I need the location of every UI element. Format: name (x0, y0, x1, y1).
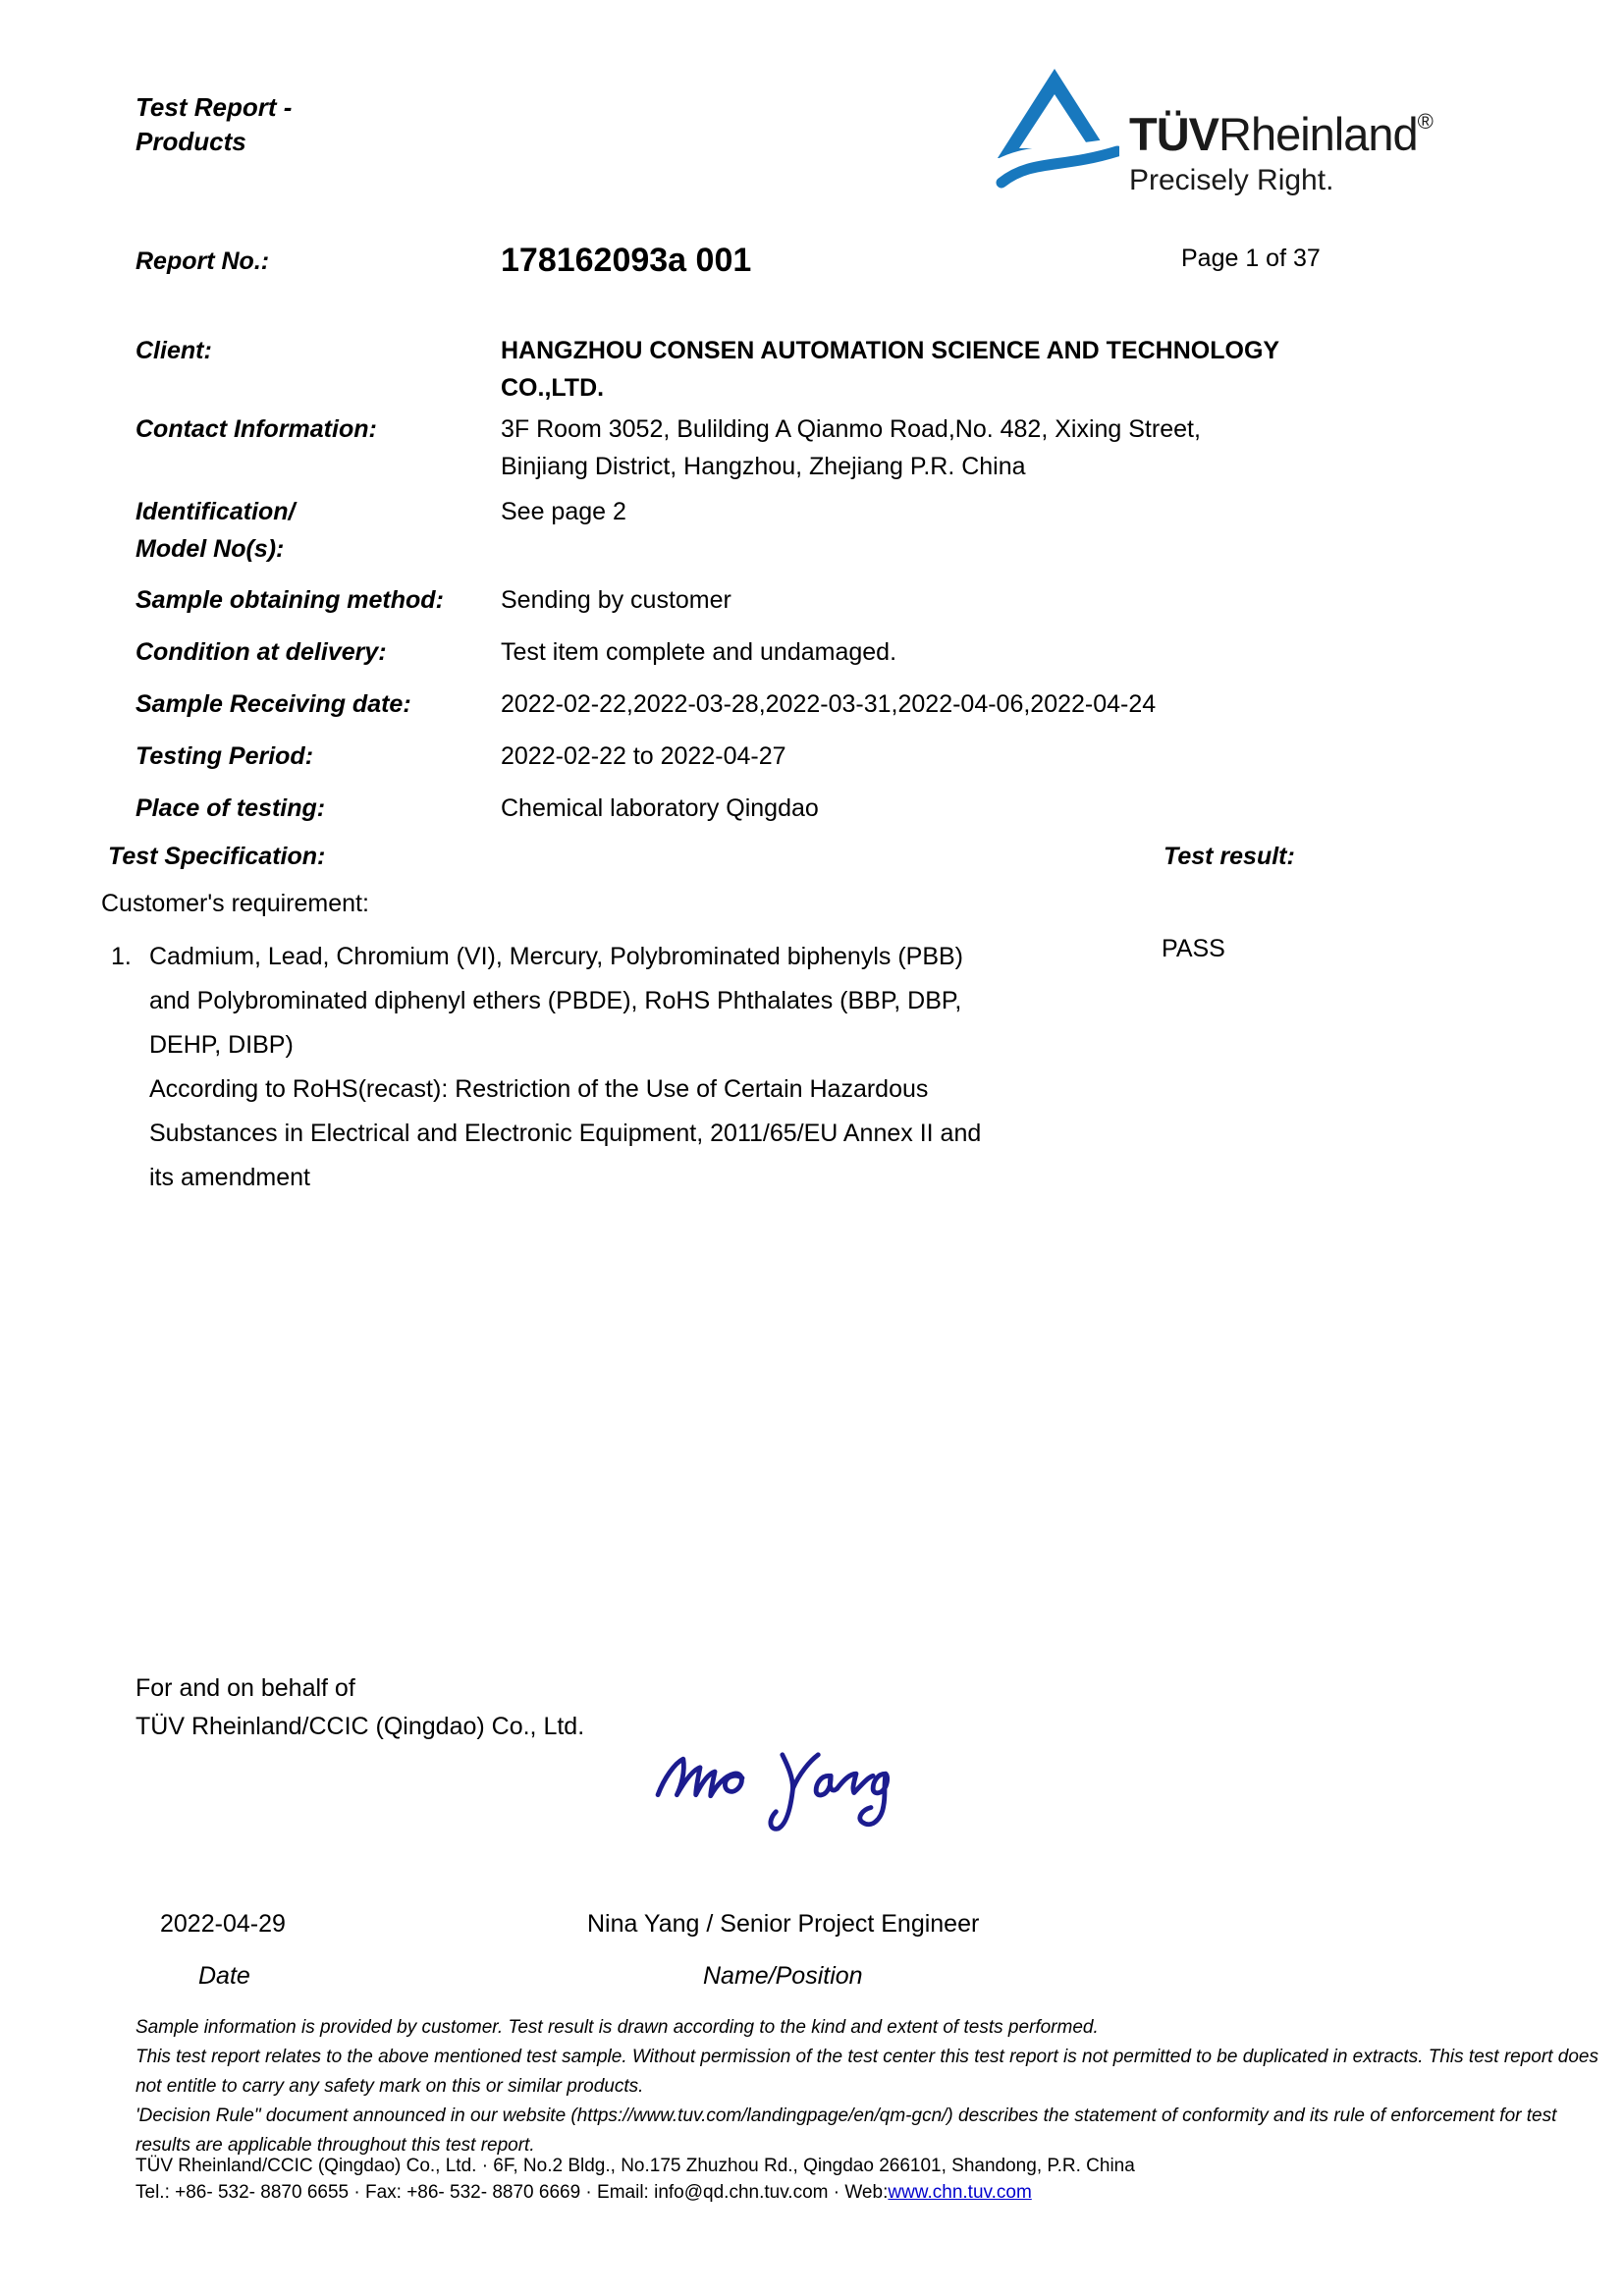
receiving-date-label: Sample Receiving date: (135, 690, 411, 718)
contact-label: Contact Information: (135, 415, 377, 443)
condition-label: Condition at delivery: (135, 638, 387, 666)
receiving-date-value-line1: 2022-02-22,2022-03-28,2022-03-31,2022-04-06,2022-04-24 (501, 690, 1157, 718)
sample-method-value-line1: Sending by customer (501, 586, 731, 614)
brand-tagline: Precisely Right. (1129, 164, 1334, 196)
condition-value (501, 633, 1443, 671)
signoff-date-value: 2022-04-29 (160, 1910, 286, 1938)
disclaimer-line3: 'Decision Rule" document announced in our website (https://www.tuv.com/landingpage/en/qm-gcn/) describes the statement of conformity and its rule of enforcement for test results are applicable throughout this test report. (135, 2105, 1557, 2156)
identification-value-line1: See page 2 (501, 498, 626, 525)
client-label: Client: (135, 337, 212, 364)
spec-item-text-line6: its amendment (149, 1164, 310, 1191)
client-value-line2: CO.,LTD. (501, 374, 605, 402)
identification-label-line2: Model No(s): (135, 535, 285, 563)
contact-value-line2: Binjiang District, Hangzhou, Zhejiang P.R. China (501, 453, 1026, 480)
identification-value (501, 493, 1443, 530)
test-result-value: PASS (1162, 935, 1225, 962)
spec-item-1 (111, 935, 981, 1200)
footer-address (135, 2153, 1604, 2206)
field-row-client (135, 332, 1530, 402)
logo-text (1129, 65, 1434, 197)
document-title-line2: Products (135, 127, 246, 156)
condition-value-line1: Test item complete and undamaged. (501, 638, 897, 666)
report-no-value: 178162093a 001 (501, 242, 752, 279)
field-row-testing-period (135, 738, 1530, 775)
brand-name (1129, 98, 1434, 158)
tuv-triangle-icon (994, 65, 1119, 194)
spec-item-text-line5: Substances in Electrical and Electronic Equipment, 2011/65/EU Annex II and (149, 1120, 982, 1147)
sample-method-value (501, 581, 1443, 619)
test-specification-heading: Test Specification: (108, 843, 326, 870)
field-row-contact (135, 410, 1530, 480)
brand-name-bold: TÜV (1129, 108, 1218, 160)
disclaimer-line2: This test report relates to the above mentioned test sample. Without permission of the test center this test report is not permitted to be duplicated in extracts. This test report does not entitle to carry any safety mark on this or similar products. (135, 2047, 1598, 2097)
tuv-rheinland-logo (994, 65, 1434, 197)
contact-value-line1: 3F Room 3052, Bulilding A Qianmo Road,No. 482, Xixing Street, (501, 415, 1201, 443)
behalf-line2: TÜV Rheinland/CCIC (Qingdao) Co., Ltd. (135, 1713, 585, 1740)
document-title (135, 90, 292, 159)
report-no-label: Report No.: (135, 247, 270, 275)
signoff-name-position-value: Nina Yang / Senior Project Engineer (587, 1910, 980, 1938)
test-result-heading: Test result: (1164, 843, 1295, 870)
testing-period-label: Testing Period: (135, 742, 314, 770)
field-row-identification (135, 493, 1530, 568)
page-indicator: Page 1 of 37 (1181, 245, 1321, 272)
behalf-line1: For and on behalf of (135, 1674, 355, 1702)
spec-item-text-line2: and Polybrominated diphenyl ethers (PBDE), RoHS Phthalates (BBP, DBP, (149, 987, 962, 1014)
spec-item-text-line3: DEHP, DIBP) (149, 1031, 294, 1059)
testing-period-value (501, 738, 1443, 775)
spec-item-text-line1: Cadmium, Lead, Chromium (VI), Mercury, Polybrominated biphenyls (PBB) (149, 943, 963, 970)
document-title-line1: Test Report - (135, 92, 293, 122)
spec-item-text (149, 935, 981, 1200)
disclaimer-line1: Sample information is provided by customer. Test result is drawn according to the kind and extent of tests performed. (135, 2017, 1099, 2038)
spec-item-number: 1. (111, 943, 132, 970)
address-line1: TÜV Rheinland/CCIC (Qingdao) Co., Ltd. · 6F, No.2 Bldg., No.175 Zhuzhou Rd., Qingdao 266101, Shandong, P.R. China (135, 2156, 1135, 2176)
address-line2 (135, 2179, 1604, 2206)
registered-trademark-icon: ® (1417, 109, 1434, 134)
date-label: Date (198, 1962, 250, 1990)
name-position-label: Name/Position (703, 1962, 863, 1990)
contact-value (501, 410, 1443, 485)
field-row-place-of-testing (135, 790, 1530, 827)
signature-handwriting (643, 1726, 928, 1844)
footer-disclaimers (135, 2013, 1604, 2160)
client-value (501, 332, 1443, 407)
field-row-sample-method (135, 581, 1530, 619)
place-of-testing-value-line1: Chemical laboratory Qingdao (501, 794, 819, 822)
receiving-date-value (501, 685, 1443, 723)
address-line2-text: Tel.: +86- 532- 8870 6655 · Fax: +86- 532- 8870 6669 · Email: info@qd.chn.tuv.com · Web: (135, 2182, 889, 2203)
identification-label (135, 493, 489, 568)
customer-requirement-label: Customer's requirement: (101, 890, 369, 917)
place-of-testing-label: Place of testing: (135, 794, 326, 822)
testing-period-value-line1: 2022-02-22 to 2022-04-27 (501, 742, 786, 770)
behalf-statement (135, 1669, 584, 1746)
field-row-receiving-date (135, 685, 1530, 723)
client-value-line1: HANGZHOU CONSEN AUTOMATION SCIENCE AND TECHNOLOGY (501, 337, 1280, 364)
identification-label-line1: Identification/ (135, 498, 296, 525)
place-of-testing-value (501, 790, 1443, 827)
sample-method-label: Sample obtaining method: (135, 586, 444, 614)
brand-name-regular: Rheinland (1218, 108, 1418, 160)
report-number-row (135, 242, 1490, 279)
spec-item-text-line4: According to RoHS(recast): Restriction of the Use of Certain Hazardous (149, 1075, 929, 1103)
website-link[interactable]: www.chn.tuv.com (888, 2182, 1032, 2203)
field-row-condition (135, 633, 1530, 671)
